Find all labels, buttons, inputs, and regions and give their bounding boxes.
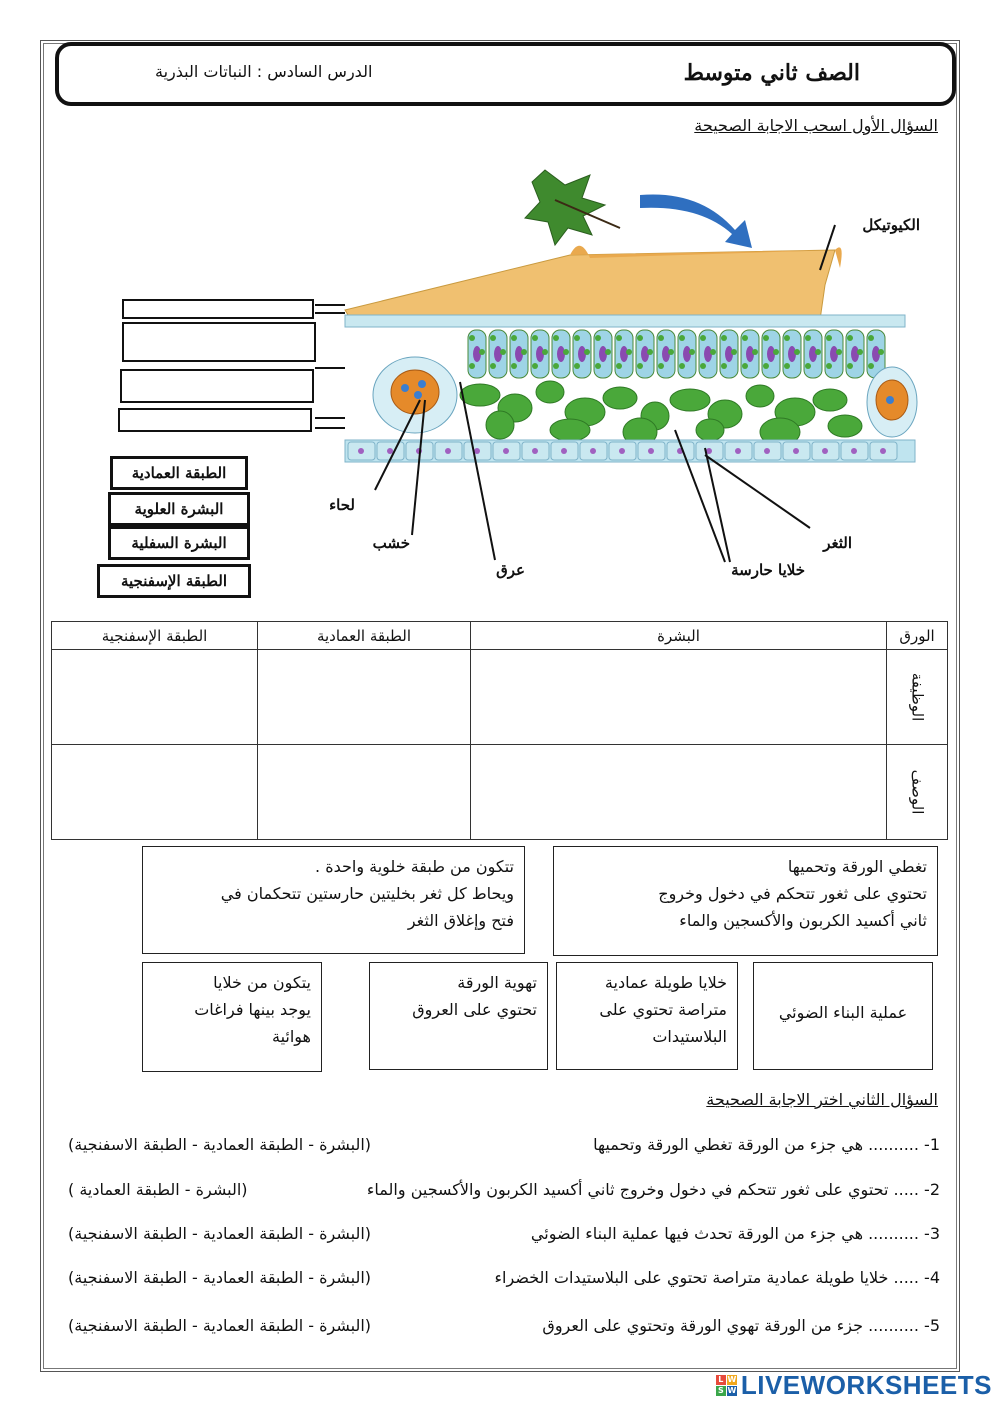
nucleus (793, 448, 799, 454)
chloroplast (742, 335, 748, 341)
chloroplast (668, 349, 674, 355)
palisade-layer (468, 330, 885, 378)
chloroplast (605, 349, 611, 355)
question2-item-3[interactable] (68, 1224, 940, 1243)
spongy-cell (696, 419, 724, 441)
chloroplast (721, 363, 727, 369)
question-text: 1- .......... هي جزء من الورقة تغطي الورقة وتحميها (593, 1135, 940, 1154)
brand-name: LIVEWORKSHEETS (740, 1370, 992, 1400)
chloroplast (626, 349, 632, 355)
drag-option-spongy[interactable]: الطبقة الإسفنجية (97, 564, 251, 598)
answer-box-1[interactable]: تغطي الورقة وتحميها تحتوي على ثغور تتحكم في دخول وخروج ثاني أكسيد الكربون والأكسجين والماء (553, 846, 938, 956)
chloroplast (595, 335, 601, 341)
liveworksheets-logo-icon: L W S W (716, 1375, 737, 1396)
chloroplast (574, 363, 580, 369)
nucleus (648, 448, 654, 454)
spongy-cell (460, 384, 500, 406)
nucleus (880, 448, 886, 454)
chloroplast (868, 335, 874, 341)
arrow-icon (640, 194, 752, 248)
drop-cell-function-epidermis[interactable] (471, 650, 887, 745)
drop-box-1[interactable] (122, 299, 314, 319)
chloroplast (847, 335, 853, 341)
chloroplast (616, 335, 622, 341)
chloroplast (574, 335, 580, 341)
question-options[interactable]: (البشرة - الطبقة العمادية - الطبقة الاسفنجية) (68, 1135, 372, 1154)
drop-cell-function-spongy[interactable] (52, 650, 258, 745)
chloroplast (553, 335, 559, 341)
nucleus (590, 448, 596, 454)
nucleus (851, 448, 857, 454)
label-stoma: الثغر (823, 534, 852, 552)
drop-cell-function-palisade[interactable] (258, 650, 471, 745)
nucleus (735, 448, 741, 454)
nucleus (822, 448, 828, 454)
drop-cell-description-spongy[interactable] (52, 745, 258, 840)
table-header-epidermis: البشرة (471, 622, 887, 650)
table-row-function: الوظيفة (887, 650, 948, 745)
chloroplast (805, 363, 811, 369)
chloroplast (857, 349, 863, 355)
question-text: 2- ..... تحتوي على ثغور تتحكم في دخول وخروج ثاني أكسيد الكربون والأكسجين والماء (366, 1180, 940, 1199)
chloroplast (826, 363, 832, 369)
nucleus (532, 448, 538, 454)
chloroplast (595, 363, 601, 369)
answer-box-3[interactable]: عملية البناء الضوئي (753, 962, 933, 1070)
chloroplast (532, 335, 538, 341)
question1-title: السؤال الأول اسحب الاجابة الصحيحة (694, 116, 938, 135)
label-xylem: خشب (372, 534, 410, 552)
spongy-cell (828, 415, 862, 437)
chloroplast (836, 349, 842, 355)
chloroplast (763, 363, 769, 369)
spongy-cell (746, 385, 774, 407)
table-corner: الورق (887, 622, 948, 650)
upper-epidermis (345, 315, 905, 327)
drag-option-palisade[interactable]: الطبقة العمادية (110, 456, 248, 490)
spongy-cell (603, 387, 637, 409)
chloroplast (721, 335, 727, 341)
chloroplast (826, 335, 832, 341)
chloroplast (490, 363, 496, 369)
spongy-cell (536, 381, 564, 403)
chloroplast (847, 363, 853, 369)
chloroplast (521, 349, 527, 355)
chloroplast (479, 349, 485, 355)
chloroplast (584, 349, 590, 355)
answer-box-4[interactable]: خلايا طويلة عمادية متراصة تحتوي على البلاستيدات (556, 962, 738, 1070)
chloroplast (658, 335, 664, 341)
drop-cell-description-epidermis[interactable] (471, 745, 887, 840)
chloroplast (731, 349, 737, 355)
chloroplast (511, 363, 517, 369)
chloroplast (647, 349, 653, 355)
nucleus (503, 448, 509, 454)
nucleus (619, 448, 625, 454)
answer-box-6[interactable]: يتكون من خلايا يوجد بينها فراغات هوائية (142, 962, 322, 1072)
chloroplast (637, 335, 643, 341)
chloroplast (752, 349, 758, 355)
answer-box-2[interactable]: تتكون من طبقة خلوية واحدة . ويحاط كل ثغر بخليتين حارستين تتحكمان في فتح وإغلاق الثغر (142, 846, 525, 954)
nucleus (764, 448, 770, 454)
nucleus (561, 448, 567, 454)
vein-left (373, 357, 457, 433)
chloroplast (742, 363, 748, 369)
chloroplast (616, 363, 622, 369)
chloroplast (700, 335, 706, 341)
question2-item-1[interactable] (68, 1135, 940, 1154)
leaf-icon (525, 170, 620, 245)
drop-box-2[interactable] (122, 322, 316, 362)
chloroplast (689, 349, 695, 355)
nucleus (387, 448, 393, 454)
question2-item-4[interactable] (68, 1268, 940, 1287)
table-header-spongy: الطبقة الإسفنجية (52, 622, 258, 650)
vein-right (867, 367, 917, 437)
chloroplast (878, 349, 884, 355)
chloroplast (815, 349, 821, 355)
question2-title: السؤال الثاني اختر الاجابة الصحيحة (706, 1090, 938, 1109)
chloroplast (500, 349, 506, 355)
spongy-cell (670, 389, 710, 411)
lesson-title: الدرس السادس : النباتات البذرية (155, 62, 373, 81)
chloroplast (805, 335, 811, 341)
leaf-layers-table (51, 621, 948, 840)
chloroplast (532, 363, 538, 369)
chloroplast (490, 335, 496, 341)
nucleus (358, 448, 364, 454)
chloroplast (773, 349, 779, 355)
chloroplast (679, 335, 685, 341)
chloroplast (511, 335, 517, 341)
spongy-cell (486, 411, 514, 439)
label-vein: عرق (496, 561, 525, 579)
question-text: 5- .......... جزء من الورقة تهوي الورقة وتحتوي على العروق (542, 1316, 940, 1335)
question2-item-5[interactable] (68, 1316, 940, 1335)
label-cuticle: الكيوتيكل (862, 216, 920, 234)
answer-box-5[interactable]: تهوية الورقة تحتوي على العروق (369, 962, 548, 1070)
drag-option-lower-epidermis[interactable]: البشرة السفلية (108, 526, 250, 560)
question-options[interactable]: (البشرة - الطبقة العمادية ) (68, 1180, 248, 1199)
question-options[interactable]: (البشرة - الطبقة العمادية - الطبقة الاسفنجية) (68, 1224, 372, 1243)
spongy-cell (813, 389, 847, 411)
question-options[interactable]: (البشرة - الطبقة العمادية - الطبقة الاسفنجية) (68, 1316, 372, 1335)
table-header-palisade: الطبقة العمادية (258, 622, 471, 650)
chloroplast (700, 363, 706, 369)
chloroplast (469, 363, 475, 369)
drop-box-4[interactable] (118, 408, 312, 432)
spongy-layer (460, 381, 862, 446)
nucleus (445, 448, 451, 454)
chloroplast (710, 349, 716, 355)
leaf-cross-section-diagram (300, 150, 940, 610)
chloroplast (784, 363, 790, 369)
chloroplast (794, 349, 800, 355)
chloroplast (563, 349, 569, 355)
question-text: 3- .......... هي جزء من الورقة تحدث فيها عملية البناء الضوئي (530, 1224, 940, 1243)
drop-box-3[interactable] (120, 369, 314, 403)
chloroplast (679, 363, 685, 369)
spongy-cell (550, 419, 590, 441)
liveworksheets-brand (716, 1370, 992, 1401)
drop-cell-description-palisade[interactable] (258, 745, 471, 840)
chloroplast (763, 335, 769, 341)
chloroplast (868, 363, 874, 369)
drag-option-upper-epidermis[interactable]: البشرة العلوية (108, 492, 250, 526)
question-options[interactable]: (البشرة - الطبقة العمادية - الطبقة الاسفنجية) (68, 1268, 372, 1287)
label-phloem: لحاء (329, 496, 355, 514)
chloroplast (784, 335, 790, 341)
label-guard-cells: خلايا حارسة (731, 561, 805, 579)
chloroplast (469, 335, 475, 341)
cuticle-layer (345, 250, 835, 325)
table-row-description: الوصف (887, 745, 948, 840)
chloroplast (553, 363, 559, 369)
question-text: 4- ..... خلايا طويلة عمادية متراصة تحتوي على البلاستيدات الخضراء (494, 1268, 940, 1287)
question2-item-2[interactable] (68, 1180, 940, 1199)
chloroplast (542, 349, 548, 355)
chloroplast (637, 363, 643, 369)
chloroplast (658, 363, 664, 369)
grade-title: الصف ثاني متوسط (683, 60, 860, 86)
